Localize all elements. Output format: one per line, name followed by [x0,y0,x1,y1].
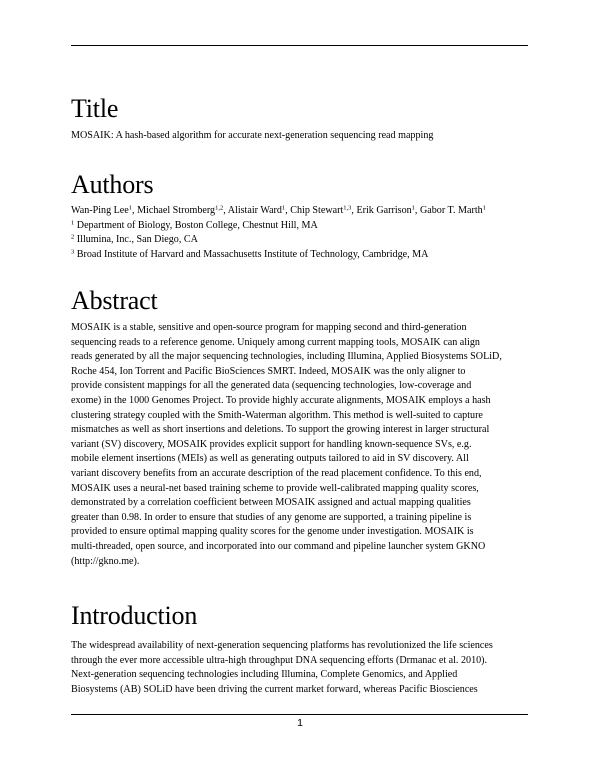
author-affiliation-mark: 1,3 [343,204,352,212]
abstract-line: clustering strategy coupled with the Smith-Waterman algorithm. This method is well-suited to capture [71,409,483,421]
affiliation-text: Department of Biology, Boston College, Chestnut Hill, MA [76,219,318,231]
author-separator: , [414,205,420,216]
affiliation-mark: 1 [71,219,75,227]
affiliation-line [71,233,531,248]
author-separator: , [132,205,138,216]
page-number: 1 [297,717,303,729]
abstract-line: variant (SV) discovery, MOSAIK provides explicit support for handling known-sequence SVs, e.g. [71,438,472,450]
title-heading: Title [71,94,119,123]
author-block [71,204,531,262]
introduction-line: Biosystems (AB) SOLiD have been driving the current market forward, whereas Pacific Biosciences [71,683,478,695]
author-affiliation-mark: 1 [482,204,486,212]
abstract-line: exome) in the 1000 Genomes Project. To provide highly accurate alignments, MOSAIK employs a hash [71,394,491,406]
author-name: Alistair Ward [227,205,282,216]
introduction-line: through the ever more accessible ultra-high throughput DNA sequencing efforts (Drmanac et al. 2010). [71,654,488,666]
abstract-line: mobile element insertions (MEIs) as well as generating outputs tailored to aid in SV discovery. All [71,453,469,465]
abstract-line: MOSAIK uses a neural-net based training scheme to provide well-calibrated mapping quality scores, [71,482,479,494]
abstract-line: reads generated by all the major sequencing technologies, including Illumina, Applied Biosystems SOLiD, [71,351,502,363]
author-separator: , [223,205,228,216]
affiliation-line [71,219,531,234]
paper-title: MOSAIK: A hash-based algorithm for accurate next-generation sequencing read mapping [71,130,434,141]
abstract-heading: Abstract [71,286,158,315]
author-name: Michael Stromberg [137,205,216,216]
author-list [71,204,531,219]
author-name: Gabor T. Marth [419,205,483,216]
introduction-heading: Introduction [71,601,198,630]
abstract-line: mismatches as well as short insertions and deletions. To support the growing interest in larger structural [71,424,490,436]
abstract-line: MOSAIK is a stable, sensitive and open-source program for mapping second and third-generation [71,322,467,333]
author-name: Chip Stewart [290,205,344,216]
abstract-line: demonstrated by a correlation coefficient between MOSAIK assigned and actual mapping qualities [71,497,471,509]
affiliation-mark: 2 [71,233,75,241]
abstract-line: sequencing reads to a reference genome. Uniquely among current mapping tools, MOSAIK can align [71,336,480,348]
affiliation-text: Illumina, Inc., San Diego, CA [76,234,198,246]
author-affiliation-mark: 1 [411,204,415,212]
header-rule [71,45,528,46]
footer-rule [71,714,528,715]
abstract-line: multi-threaded, open source, and incorporated into our command and pipeline launcher system GKNO [71,540,486,552]
author-separator: , [351,205,357,216]
author-name: Erik Garrison [356,205,412,216]
abstract-line: greater than 0.98. In order to ensure that studies of any genome are supported, a training pipeline is [71,511,472,523]
author-separator: , [285,205,291,216]
abstract-body [71,321,531,569]
authors-heading: Authors [71,170,154,199]
abstract-line: provide consistent mappings for all the generated data (sequencing technologies, low-coverage and [71,380,472,392]
abstract-line: Roche 454, Ion Torrent and Pacific BioSciences SMRT. Indeed, MOSAIK was the only aligner to [71,365,466,377]
abstract-line: provided to ensure optimal mapping quality scores for the genome under investigation. MOSAIK is [71,526,474,538]
affiliation-mark: 3 [71,248,75,256]
author-name: Wan-Ping Lee [71,205,129,216]
author-affiliation-mark: 1,2 [215,204,224,212]
introduction-line: The widespread availability of next-generation sequencing platforms has revolutionized the life sciences [71,640,493,651]
author-affiliation-mark: 1 [128,204,133,212]
abstract-line: variant discovery benefits from an accurate description of the read placement confidence. To this end, [71,467,482,479]
introduction-line: Next-generation sequencing technologies including Illumina, Complete Genomics, and Applied [71,669,458,681]
author-affiliation-mark: 1 [281,204,286,212]
affiliation-text: Broad Institute of Harvard and Massachusetts Institute of Technology, Cambridge, MA [76,248,429,260]
affiliation-line [71,248,531,263]
abstract-line: (http://gkno.me). [71,555,140,567]
introduction-body [71,639,531,697]
